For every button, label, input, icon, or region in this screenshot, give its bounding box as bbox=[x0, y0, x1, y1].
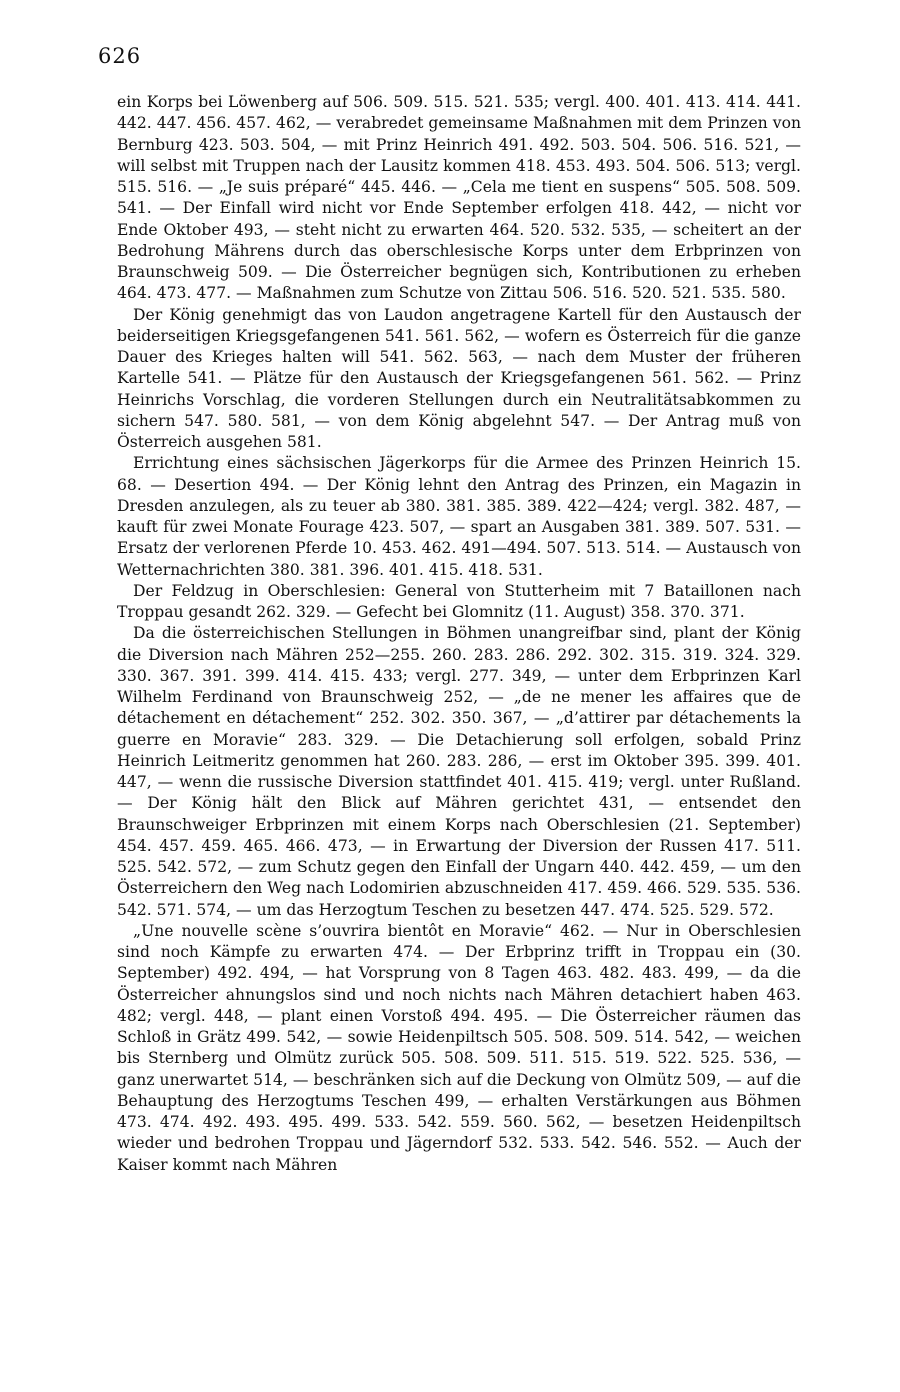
index-paragraph: Errichtung eines sächsischen Jägerkorps für die Armee des Prinzen Heinrich 15. 68. — Desertion 494. — Der König lehnt den Antrag des Prinzen, ein Magazin in Dresden anzulegen, als zu teuer ab 380. 381. 385. 389. 422—424; vergl. 382. 487, — kauft für zwei Monate Fourage 423. 507, — spart an Ausgaben 381. 389. 507. 531. — Ersatz der verlorenen Pferde 10. 453. 462. 491—494. 507. 513. 514. — Austausch von Wetternachrichten 380. 381. 396. 401. 415. 418. 531. bbox=[117, 454, 801, 579]
index-paragraph: Da die österreichischen Stellungen in Böhmen unangreifbar sind, plant der König die Diversion nach Mähren 252—255. 260. 283. 286. 292. 302. 315. 319. 324. 329. 330. 367. 391. 399. 414. 415. 433; vergl. 277. 349, — unter dem Erbprinzen Karl Wilhelm Ferdinand von Braunschweig 252, — „de ne mener les affaires que de détachement en détachement“ 252. 302. 350. 367, — „d’attirer par détachements la guerre en Moravie“ 283. 329. — Die Detachierung soll erfolgen, sobald Prinz Heinrich Leitmeritz genommen hat 260. 283. 286, — erst im Oktober 395. 399. 401. 447, — wenn die russische Diversion stattfindet 401. 415. 419; vergl. unter Rußland. — Der König hält den Blick auf Mähren gerichtet 431, — entsendet den Braunschweiger Erbprinzen mit einem Korps nach Oberschlesien (21. September) 454. 457. 459. 465. 466. 473, — in Erwartung der Diversion der Russen 417. 511. 525. 542. 572, — zum Schutz gegen den Einfall der Ungarn 440. 442. 459, — um den Österreichern den Weg nach Lodomirien abzuschneiden 417. 459. 466. 529. 535. 536. 542. 571. 574, — um das Herzogtum Teschen zu besetzen 447. 474. 525. 529. 572. bbox=[117, 624, 801, 919]
index-text-block bbox=[117, 92, 801, 1176]
index-paragraph: Der Feldzug in Oberschlesien: General von Stutterheim mit 7 Bataillonen nach Troppau gesandt 262. 329. — Gefecht bei Glomnitz (11. August) 358. 370. 371. bbox=[117, 581, 801, 621]
page-number: 626 bbox=[98, 44, 142, 68]
index-paragraph: Der König genehmigt das von Laudon angetragene Kartell für den Austausch der beiderseitigen Kriegsgefangenen 541. 561. 562, — wofern es Österreich für die ganze Dauer des Krieges halten will 541. 562. 563, — nach dem Muster der früheren Kartelle 541. — Plätze für den Austausch der Kriegsgefangenen 561. 562. — Prinz Heinrichs Vorschlag, die vorderen Stellungen durch ein Neutralitätsabkommen zu sichern 547. 580. 581, — von dem König abgelehnt 547. — Der Antrag muß von Österreich ausgehen 581. bbox=[117, 305, 801, 451]
index-paragraph: ein Korps bei Löwenberg auf 506. 509. 515. 521. 535; vergl. 400. 401. 413. 414. 441. 442. 447. 456. 457. 462, — verabredet gemeinsame Maßnahmen mit dem Prinzen von Bernburg 423. 503. 504, — mit Prinz Heinrich 491. 492. 503. 504. 506. 516. 521, — will selbst mit Truppen nach der Lausitz kommen 418. 453. 493. 504. 506. 513; vergl. 515. 516. — „Je suis préparé“ 445. 446. — „Cela me tient en suspens“ 505. 508. 509. 541. — Der Einfall wird nicht vor Ende September erfolgen 418. 442, — nicht vor Ende Oktober 493, — steht nicht zu erwarten 464. 520. 532. 535, — scheitert an der Bedrohung Mährens durch das oberschlesische Korps unter dem Erbprinzen von Braunschweig 509. — Die Österreicher begnügen sich, Kontributionen zu erheben 464. 473. 477. — Maßnahmen zum Schutze von Zittau 506. 516. 520. 521. 535. 580. bbox=[117, 93, 801, 303]
index-paragraph: „Une nouvelle scène s’ouvrira bientôt en Moravie“ 462. — Nur in Oberschlesien sind noch Kämpfe zu erwarten 474. — Der Erbprinz trifft in Troppau ein (30. September) 492. 494, — hat Vorsprung von 8 Tagen 463. 482. 483. 499, — da die Österreicher ahnungslos sind und noch nichts nach Mähren detachiert haben 463. 482; vergl. 448, — plant einen Vorstoß 494. 495. — Die Österreicher räumen das Schloß in Grätz 499. 542, — sowie Heidenpiltsch 505. 508. 509. 514. 542, — weichen bis Sternberg und Olmütz zurück 505. 508. 509. 511. 515. 519. 522. 525. 536, — ganz unerwartet 514, — beschränken sich auf die Deckung von Olmütz 509, — auf die Behauptung des Herzogtums Teschen 499, — erhalten Verstärkungen aus Böhmen 473. 474. 492. 493. 495. 499. 533. 542. 559. 560. 562, — besetzen Heidenpiltsch wieder und bedrohen Troppau und Jägerndorf 532. 533. 542. 546. 552. — Auch der Kaiser kommt nach Mähren bbox=[117, 921, 801, 1174]
